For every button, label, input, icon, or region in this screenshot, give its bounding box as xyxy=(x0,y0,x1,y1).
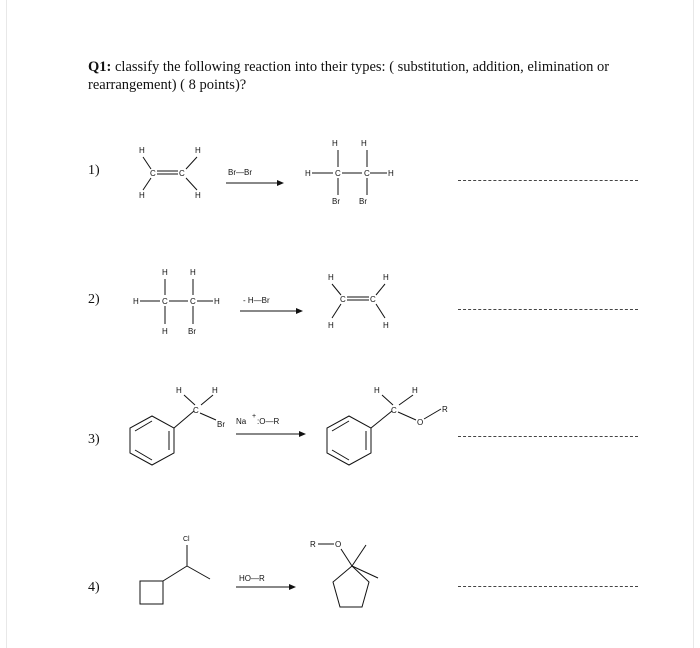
atom-label: H xyxy=(383,321,389,330)
reaction-number-4: 4) xyxy=(88,580,100,595)
atom-label: C xyxy=(193,406,199,415)
reagent-plus: + xyxy=(252,413,257,420)
atom-label: H xyxy=(212,386,218,395)
atom-label: C xyxy=(179,169,185,178)
atom-label: H xyxy=(361,139,367,148)
atom-label: H xyxy=(176,386,182,395)
atom-label: C xyxy=(190,297,196,306)
reaction-3-arrow xyxy=(236,413,306,437)
reaction-1-arrow xyxy=(226,168,284,186)
reaction-4-arrow xyxy=(236,574,296,590)
atom-label: H xyxy=(305,169,311,178)
reaction-4-product-ether xyxy=(310,540,378,607)
atom-label: H xyxy=(214,297,220,306)
question-body: classify the following reaction into their types: ( substitution, addition, elimination or rearrangement) ( 8 points)? xyxy=(88,59,610,93)
atom-label: C xyxy=(162,297,168,306)
atom-label: H xyxy=(139,191,145,200)
atom-label: H xyxy=(374,386,380,395)
atom-label: R xyxy=(442,405,448,414)
atom-label: H xyxy=(139,146,145,155)
atom-label: O xyxy=(417,418,424,427)
atom-label: Cl xyxy=(183,536,190,543)
reagent-text: Br—Br xyxy=(228,168,252,177)
reaction-2-product-ethene xyxy=(328,273,389,330)
atom-label: H xyxy=(332,139,338,148)
atom-label: C xyxy=(150,169,156,178)
atom-label: H xyxy=(383,273,389,282)
reaction-number-1: 1) xyxy=(88,163,100,178)
atom-label: H xyxy=(133,297,139,306)
atom-label: H xyxy=(412,386,418,395)
atom-label: C xyxy=(391,406,397,415)
atom-label: H xyxy=(195,146,201,155)
atom-label: Br xyxy=(217,420,225,429)
atom-label: R xyxy=(310,540,316,549)
reagent-alkoxide: :O—R xyxy=(257,417,280,426)
atom-label: Br xyxy=(359,197,367,206)
atom-label: O xyxy=(335,540,342,549)
atom-label: C xyxy=(340,295,346,304)
reaction-3-reactant-benzyl-bromide xyxy=(130,386,225,465)
reaction-1-reactant-ethene xyxy=(139,146,201,200)
reaction-4-reactant-chloride xyxy=(140,536,210,604)
reaction-1-product-dibromoethane xyxy=(305,139,394,206)
atom-label: H xyxy=(328,273,334,282)
reagent-text: HO—R xyxy=(239,574,265,583)
atom-label: C xyxy=(335,169,341,178)
atom-label: Br xyxy=(332,197,340,206)
atom-label: Br xyxy=(188,327,196,336)
reaction-number-3: 3) xyxy=(88,432,100,447)
atom-label: H xyxy=(195,191,201,200)
atom-label: H xyxy=(388,169,394,178)
reaction-2-arrow xyxy=(240,296,303,314)
reaction-2-reactant-bromoethane xyxy=(133,268,220,336)
atom-label: H xyxy=(162,327,168,336)
reagent-na: Na xyxy=(236,417,247,426)
atom-label: C xyxy=(370,295,376,304)
reaction-number-2: 2) xyxy=(88,292,100,307)
reagent-text: - H—Br xyxy=(243,296,270,305)
atom-label: H xyxy=(162,268,168,277)
question-label: Q1: xyxy=(88,59,112,75)
reaction-3-product-benzyl-ether xyxy=(327,386,448,465)
atom-label: H xyxy=(190,268,196,277)
atom-label: C xyxy=(364,169,370,178)
atom-label: H xyxy=(328,321,334,330)
